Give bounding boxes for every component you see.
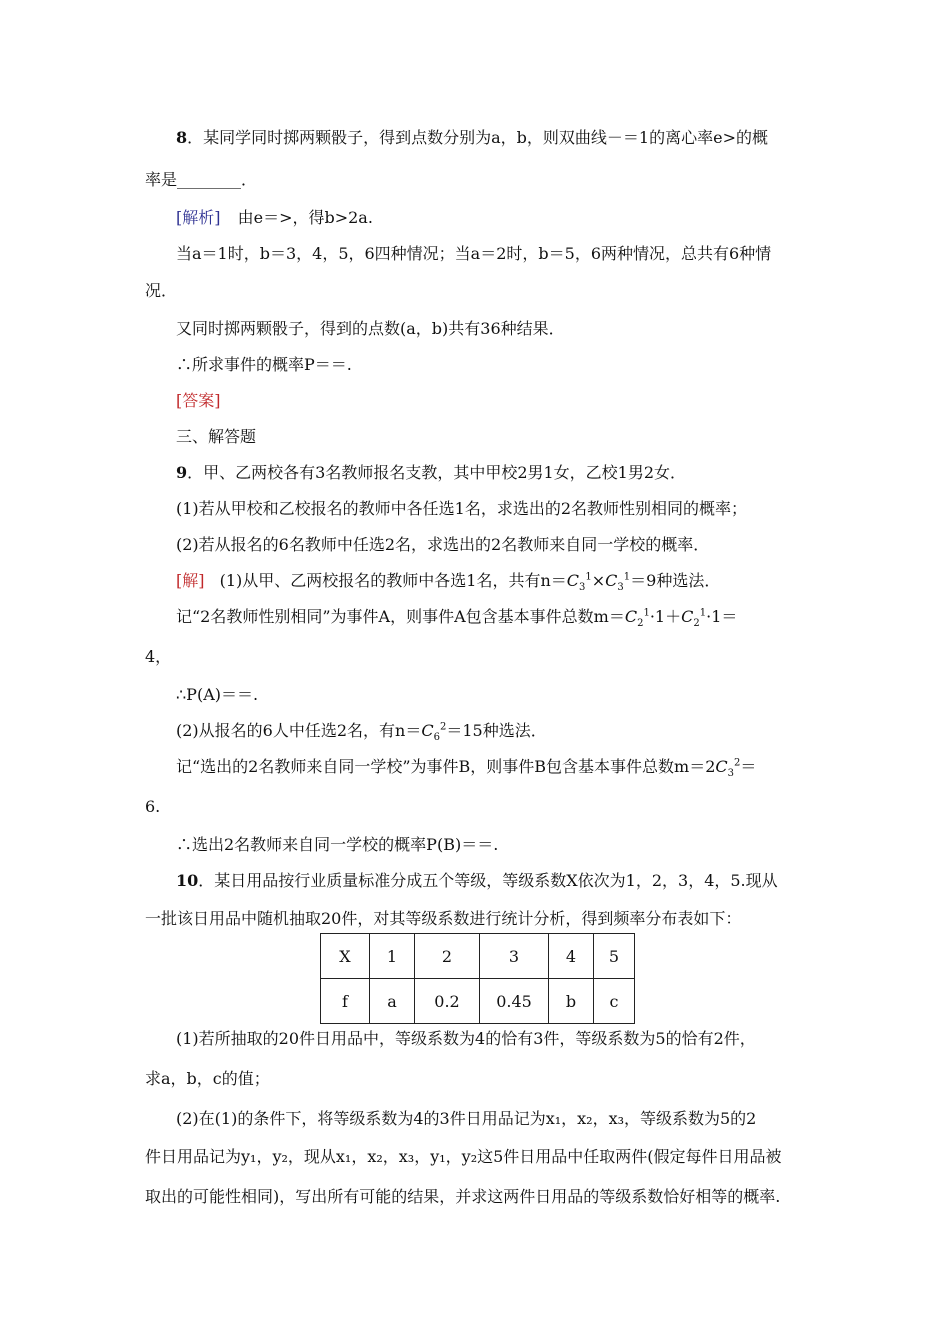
q9-sol2-a: 记“2名教师性别相同”为事件A，则事件A包含基本事件总数m＝ [176, 607, 625, 626]
q9-sol2-c: ·1＝ [706, 607, 738, 626]
q8-analysis-5: ∴所求事件的概率P＝＝. [176, 355, 352, 374]
q9-sub-1: (1)若从甲校和乙校报名的教师中各任选1名，求选出的2名教师性别相同的概率； [176, 499, 748, 518]
solution-tag: [解] [176, 571, 205, 590]
combination-symbol: C [421, 721, 434, 740]
table-cell: a [370, 979, 415, 1024]
q9-sol-7: 6. [145, 797, 161, 816]
table-cell: b [549, 979, 594, 1024]
c-sub: 2 [637, 618, 644, 630]
combination-symbol: C [566, 571, 579, 590]
q8-analysis-3: 况． [145, 281, 178, 300]
c-sup: 1 [643, 607, 650, 619]
q9-line-1 [176, 462, 686, 484]
q9-sol1-b: ＝9种选法． [630, 571, 721, 590]
q8-analysis-1: 由e＝>，得b>2a. [237, 208, 373, 227]
q8-text-1: ．某同学同时掷两颗骰子，得到点数分别为a，b，则双曲线－＝1的离心率e>的概 [187, 128, 768, 147]
times-sign: × [591, 571, 606, 590]
q9-sol-8: ∴选出2名教师来自同一学校的概率P(B)＝＝. [176, 835, 499, 854]
q10-sub2-a: (2)在(1)的条件下，将等级系数为4的3件日用品记为x₁，x₂，x₃，等级系数为5的2 [176, 1109, 757, 1128]
q9-sub-2: (2)若从报名的6名教师中任选2名，求选出的2名教师来自同一学校的概率． [176, 535, 710, 554]
q10-sub2-c: 取出的可能性相同)，写出所有可能的结果，并求这两件日用品的等级系数恰好相等的概率. [145, 1187, 781, 1206]
combination-symbol: C [681, 607, 694, 626]
c-sub: 3 [617, 582, 624, 594]
q9-sol6-a: 记“选出的2名教师来自同一学校”为事件B，则事件B包含基本事件总数m＝2 [176, 757, 716, 776]
q8-answer-line [176, 390, 221, 412]
c-sub: 3 [727, 768, 735, 780]
q9-solution-line-6 [176, 756, 756, 778]
q8-line-2: 率是________． [145, 170, 258, 189]
analysis-tag: [解析] [176, 208, 221, 227]
section-heading: 三、解答题 [176, 427, 257, 446]
table-cell: 4 [549, 934, 594, 979]
q9-sol2-b: ·1＋ [649, 607, 682, 626]
q9-solution-line-5 [176, 720, 547, 742]
q9-sol5-b: ＝15种选法． [446, 721, 547, 740]
table-cell: 0.45 [480, 979, 549, 1024]
q9-solution-line-1 [176, 570, 720, 592]
table-cell: 3 [480, 934, 549, 979]
q8-analysis-2: 当a＝1时，b＝3，4，5，6四种情况；当a＝2时，b＝5，6两种情况，总共有6种情 [176, 244, 772, 263]
q9-number: 9 [176, 463, 188, 482]
table-cell: 2 [415, 934, 480, 979]
combination-symbol: C [715, 757, 728, 776]
q9-sol1-a: (1)从甲、乙两校报名的教师中各选1名，共有n＝ [219, 571, 567, 590]
table-row [321, 934, 635, 979]
c-sub: 3 [579, 582, 586, 594]
q9-solution-line-2 [176, 606, 737, 628]
answer-tag: [答案] [176, 391, 221, 410]
q10-sub1-b: 求a，b，c的值； [145, 1069, 270, 1088]
q10-number: 10 [176, 871, 199, 890]
table-cell: 1 [370, 934, 415, 979]
c-sub: 6 [433, 732, 440, 744]
q8-analysis-4: 又同时掷两颗骰子，得到的点数(a，b)共有36种结果． [176, 319, 565, 338]
q10-sub2-b: 件日用品记为y₁，y₂，现从x₁，x₂，x₃，y₁，y₂这5件日用品中任取两件(假定每件日用品被 [145, 1147, 782, 1166]
q10-line-1 [176, 870, 778, 892]
c-sup: 1 [699, 607, 707, 619]
c-sub: 2 [693, 618, 700, 630]
q9-sol-3: 4， [145, 647, 172, 666]
q8-line-1 [176, 127, 768, 149]
table-row [321, 979, 635, 1024]
q9-text-1: ．甲、乙两校各有3名教师报名支教，其中甲校2男1女，乙校1男2女． [187, 463, 687, 482]
frequency-table [320, 933, 635, 1024]
table-cell: X [321, 934, 370, 979]
c-sup: 1 [585, 571, 592, 583]
c-sup: 2 [439, 721, 447, 733]
q10-text-1: ．某日用品按行业质量标准分成五个等级，等级系数X依次为1，2，3，4，5.现从 [198, 871, 778, 890]
c-sup: 2 [734, 757, 741, 769]
table-cell: c [594, 979, 635, 1024]
table-cell: f [321, 979, 370, 1024]
q10-sub1-a: (1)若所抽取的20件日用品中，等级系数为4的恰有3件，等级系数为5的恰有2件， [176, 1029, 756, 1048]
combination-symbol: C [605, 571, 618, 590]
table-cell: 5 [594, 934, 635, 979]
combination-symbol: C [624, 607, 638, 626]
q10-line-2: 一批该日用品中随机抽取20件，对其等级系数进行统计分析，得到频率分布表如下： [145, 909, 742, 928]
q9-sol5-a: (2)从报名的6人中任选2名，有n＝ [176, 721, 422, 740]
q9-sol-4: ∴P(A)＝＝. [176, 685, 259, 704]
q8-number: 8 [176, 128, 188, 147]
q9-sol6-b: ＝ [740, 757, 757, 776]
c-sup: 1 [623, 571, 631, 583]
q8-analysis-line-1 [176, 207, 373, 229]
table-cell: 0.2 [415, 979, 480, 1024]
